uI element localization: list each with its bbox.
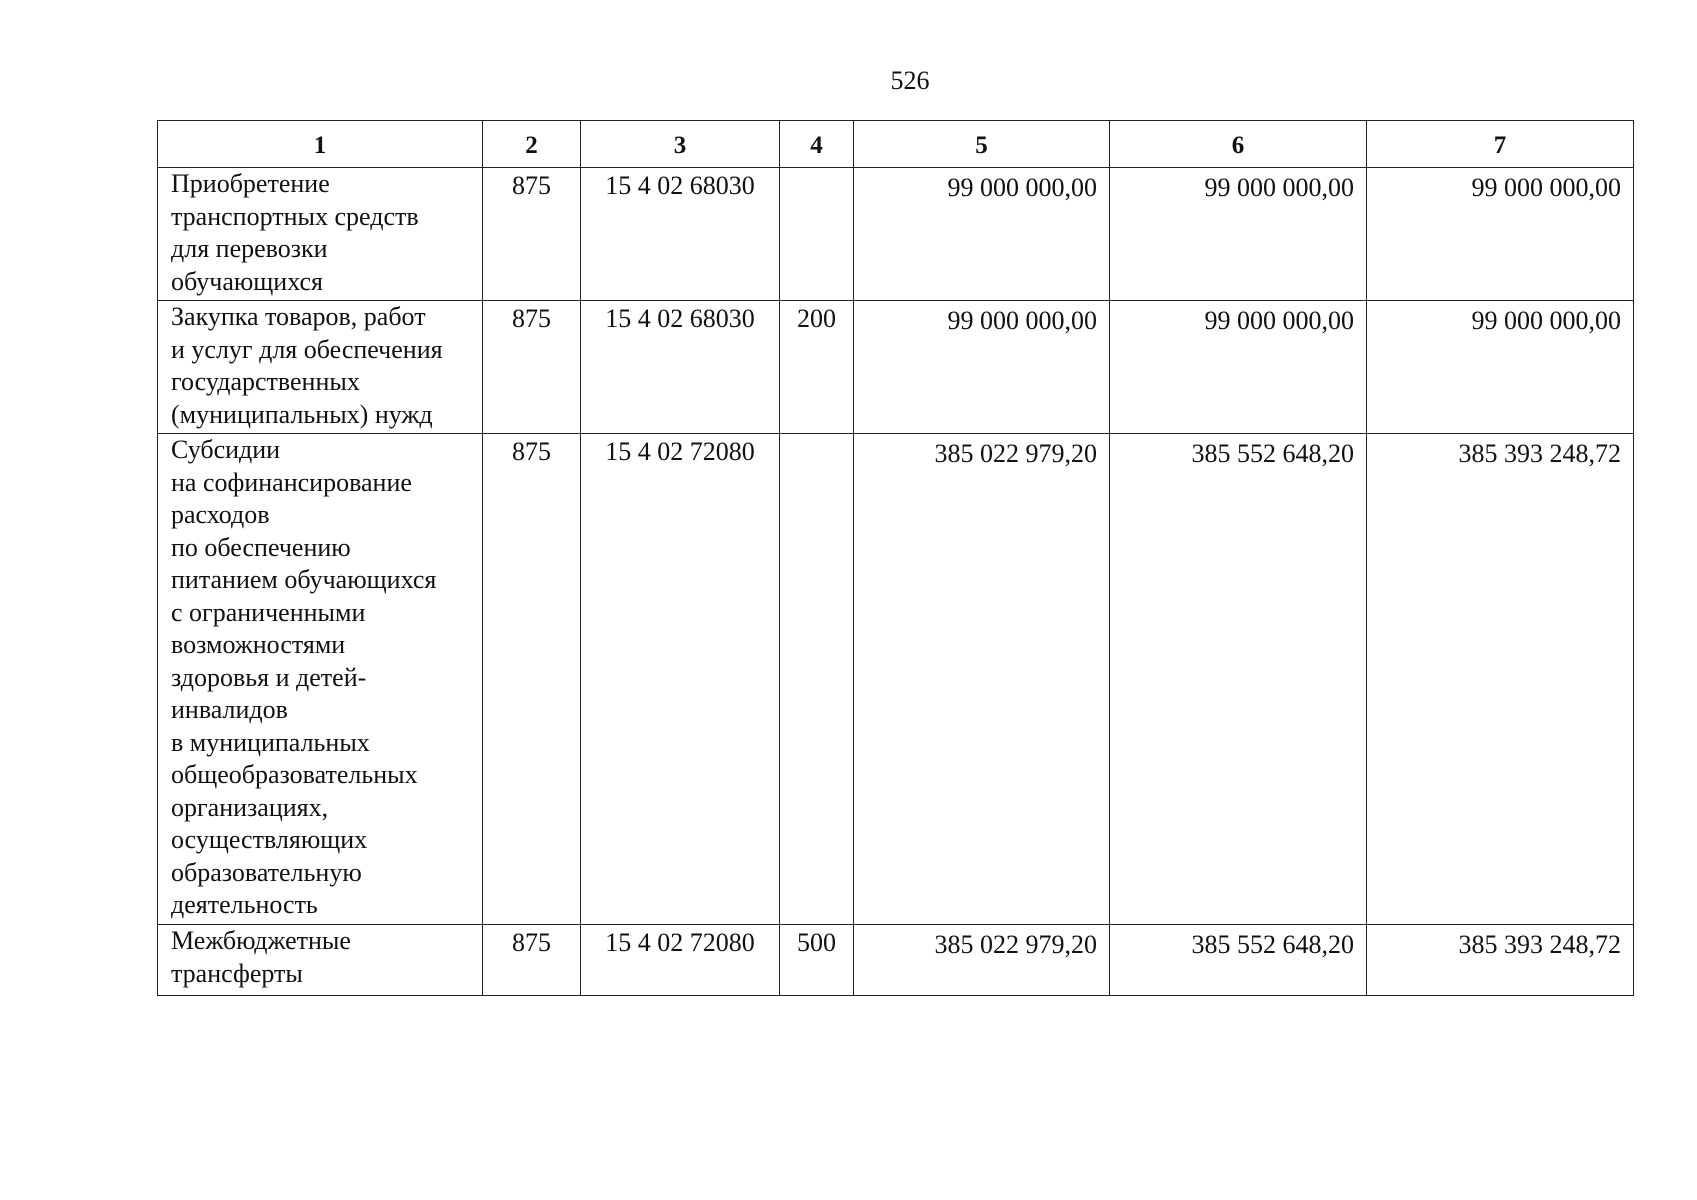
row-name bbox=[171, 301, 478, 431]
expense-type-cell: 200 bbox=[780, 301, 854, 434]
row-name-line: организациях, bbox=[171, 792, 329, 822]
row-name-line: Субсидии bbox=[171, 435, 281, 464]
row-name-line: по обеспечению bbox=[171, 532, 351, 562]
amount-col5-cell: 385 022 979,20 bbox=[854, 925, 1110, 996]
budget-table bbox=[157, 120, 1634, 996]
table-row bbox=[158, 168, 1634, 301]
expense-type-cell: 500 bbox=[780, 925, 854, 996]
target-article-cell: 15 4 02 72080 bbox=[581, 434, 780, 925]
amount-col7-cell: 99 000 000,00 bbox=[1367, 301, 1634, 434]
row-name-line: транспортных средств bbox=[171, 201, 419, 231]
header-col-4: 4 bbox=[780, 121, 854, 168]
amount-col5-cell: 99 000 000,00 bbox=[854, 301, 1110, 434]
row-name-line: обучающихся bbox=[171, 266, 323, 296]
expense-type-cell bbox=[780, 168, 854, 301]
row-name-line: Приобретение bbox=[171, 169, 330, 198]
target-article-cell: 15 4 02 68030 bbox=[581, 301, 780, 434]
row-name-line: питанием обучающихся bbox=[171, 565, 437, 594]
row-name-line: (муниципальных) нужд bbox=[171, 399, 433, 429]
header-col-2: 2 bbox=[483, 121, 581, 168]
code-cell: 875 bbox=[483, 168, 581, 301]
row-name-line: с ограниченными bbox=[171, 597, 366, 627]
row-name-line: образовательную bbox=[171, 857, 362, 887]
row-name-line: расходов bbox=[171, 500, 270, 529]
target-article-cell: 15 4 02 72080 bbox=[581, 925, 780, 996]
code-cell: 875 bbox=[483, 925, 581, 996]
amount-col7-cell: 385 393 248,72 bbox=[1367, 925, 1634, 996]
row-name-line: трансферты bbox=[171, 958, 303, 988]
row-name-line: деятельность bbox=[171, 890, 318, 919]
amount-col5-cell: 385 022 979,20 bbox=[854, 434, 1110, 925]
row-name bbox=[171, 925, 478, 990]
table-row bbox=[158, 434, 1634, 925]
amount-col7-cell: 99 000 000,00 bbox=[1367, 168, 1634, 301]
row-name-cell bbox=[158, 925, 483, 996]
amount-col6-cell: 99 000 000,00 bbox=[1110, 301, 1367, 434]
amount-col6-cell: 99 000 000,00 bbox=[1110, 168, 1367, 301]
code-cell: 875 bbox=[483, 301, 581, 434]
row-name-cell bbox=[158, 434, 483, 925]
row-name-line: общеобразовательных bbox=[171, 760, 418, 789]
row-name-line: здоровья и детей- bbox=[171, 662, 367, 692]
row-name bbox=[171, 168, 478, 298]
page-number: 526 bbox=[890, 66, 930, 95]
header-col-6: 6 bbox=[1110, 121, 1367, 168]
row-name-line: Межбюджетные bbox=[171, 926, 351, 955]
target-article-cell: 15 4 02 68030 bbox=[581, 168, 780, 301]
row-name-line: Закупка товаров, работ bbox=[171, 302, 426, 331]
row-name-line: возможностями bbox=[171, 630, 346, 659]
row-name-line: инвалидов bbox=[171, 695, 288, 724]
table-row bbox=[158, 925, 1634, 996]
amount-col6-cell: 385 552 648,20 bbox=[1110, 925, 1367, 996]
header-col-1: 1 bbox=[158, 121, 483, 168]
row-name-line: осуществляющих bbox=[171, 825, 368, 854]
row-name bbox=[171, 434, 478, 922]
header-col-5: 5 bbox=[854, 121, 1110, 168]
row-name-line: в муниципальных bbox=[171, 727, 370, 757]
row-name-cell bbox=[158, 301, 483, 434]
header-col-3: 3 bbox=[581, 121, 780, 168]
code-cell: 875 bbox=[483, 434, 581, 925]
amount-col7-cell: 385 393 248,72 bbox=[1367, 434, 1634, 925]
header-row bbox=[158, 121, 1634, 168]
row-name-cell bbox=[158, 168, 483, 301]
row-name-line: для перевозки bbox=[171, 234, 328, 263]
amount-col5-cell: 99 000 000,00 bbox=[854, 168, 1110, 301]
row-name-line: на софинансирование bbox=[171, 467, 412, 497]
row-name-line: государственных bbox=[171, 367, 360, 396]
expense-type-cell bbox=[780, 434, 854, 925]
header-col-7: 7 bbox=[1367, 121, 1634, 168]
table-row bbox=[158, 301, 1634, 434]
row-name-line: и услуг для обеспечения bbox=[171, 334, 443, 364]
amount-col6-cell: 385 552 648,20 bbox=[1110, 434, 1367, 925]
